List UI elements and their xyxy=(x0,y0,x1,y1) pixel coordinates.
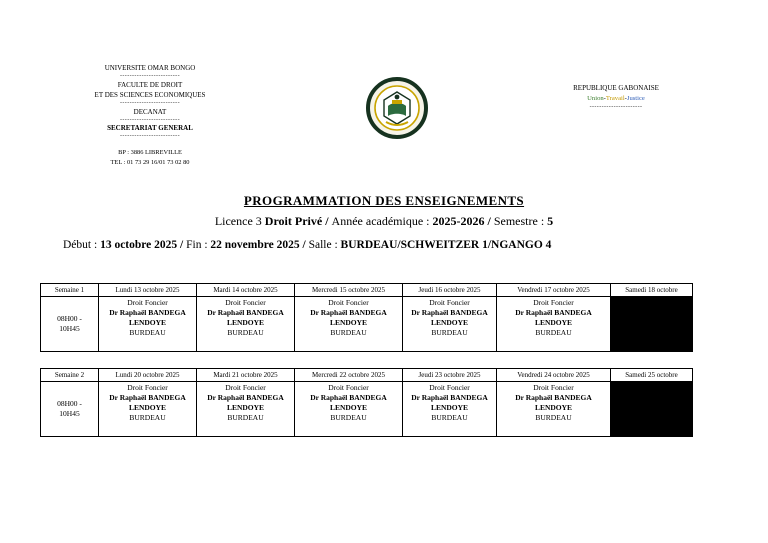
teacher-name: Dr Raphaël BANDEGA LENDOYE xyxy=(515,308,592,328)
day-header-monday: Lundi 20 octobre 2025 xyxy=(99,369,197,382)
phone-number: TEL : 01 73 29 16/01 73 02 80 xyxy=(110,158,190,166)
course-title: Droit Foncier xyxy=(225,298,266,307)
teacher-name: Dr Raphaël BANDEGA LENDOYE xyxy=(109,308,186,328)
course-title: Droit Foncier xyxy=(127,298,168,307)
end-date: 22 novembre 2025 xyxy=(210,239,300,251)
course-title: Droit Foncier xyxy=(328,383,369,392)
motto-union: Union xyxy=(587,94,604,102)
table-header-row xyxy=(41,369,693,382)
day-header-tuesday: Mardi 21 octobre 2025 xyxy=(197,369,295,382)
motto-dash: - xyxy=(624,94,627,102)
time-slot xyxy=(41,382,99,437)
schedule-table-week2 xyxy=(40,368,693,437)
institution-header xyxy=(70,63,230,167)
day-header-friday: Vendredi 24 octobre 2025 xyxy=(497,369,611,382)
course-title: Droit Foncier xyxy=(533,298,574,307)
time-start: 08H00 - xyxy=(57,398,82,408)
separator-line: ---------------------- xyxy=(589,104,643,111)
room-name: BURDEAU xyxy=(129,328,166,338)
motto-dash: - xyxy=(603,94,606,102)
room-label: Salle : xyxy=(308,239,341,251)
course-cell-monday xyxy=(99,382,197,437)
academic-year-value: 2025-2026 xyxy=(432,214,485,228)
academic-year-label: Année académique : xyxy=(331,214,433,228)
end-label: Fin : xyxy=(186,239,211,251)
course-cell-monday xyxy=(99,297,197,352)
teacher-name: Dr Raphaël BANDEGA LENDOYE xyxy=(515,393,592,413)
motto-travail: Travail xyxy=(605,94,625,102)
teacher-name: Dr Raphaël BANDEGA LENDOYE xyxy=(411,393,488,413)
room-name: BURDEAU xyxy=(431,413,468,423)
course-cell-friday xyxy=(497,382,611,437)
schedule-table-week1 xyxy=(40,283,693,352)
week-label: Semaine 2 xyxy=(41,369,99,382)
day-header-monday: Lundi 13 octobre 2025 xyxy=(99,284,197,297)
room-name: BURDEAU xyxy=(129,413,166,423)
table-header-row xyxy=(41,284,693,297)
table-body-row xyxy=(41,297,693,352)
course-cell-tuesday xyxy=(197,297,295,352)
semester-label: Semestre : xyxy=(493,214,548,228)
course-cell-wednesday xyxy=(295,297,403,352)
teacher-name: Dr Raphaël BANDEGA LENDOYE xyxy=(207,393,284,413)
room-name: BURDEAU xyxy=(330,413,367,423)
course-title: Droit Foncier xyxy=(429,383,470,392)
table-body-row xyxy=(41,382,693,437)
day-header-thursday: Jeudi 23 octobre 2025 xyxy=(403,369,497,382)
course-title: Droit Foncier xyxy=(429,298,470,307)
room-name: BURDEAU xyxy=(330,328,367,338)
teacher-name: Dr Raphaël BANDEGA LENDOYE xyxy=(109,393,186,413)
national-motto xyxy=(534,94,698,104)
blocked-cell-saturday xyxy=(611,297,693,352)
republic-header xyxy=(534,83,698,112)
separator-line: ------------------------- xyxy=(120,133,180,140)
university-seal-icon xyxy=(366,76,428,140)
course-cell-tuesday xyxy=(197,382,295,437)
slash-separator: / xyxy=(484,214,494,228)
course-title: Droit Foncier xyxy=(127,383,168,392)
separator-line: ------------------------- xyxy=(120,116,180,123)
motto-justice: Justice xyxy=(626,94,645,102)
time-end: 10H45 xyxy=(59,324,80,333)
course-title: Droit Foncier xyxy=(328,298,369,307)
faculty-name-line1: FACULTE DE DROIT xyxy=(117,80,183,89)
time-start: 08H00 - xyxy=(57,313,82,323)
day-header-saturday: Samedi 18 octobre xyxy=(611,284,693,297)
separator-line: ------------------------- xyxy=(120,73,180,80)
semester-value: 5 xyxy=(547,214,554,228)
address-bp: BP : 3886 LIBREVILLE xyxy=(118,149,182,157)
teacher-name: Dr Raphaël BANDEGA LENDOYE xyxy=(310,393,387,413)
secretariat-label: SECRETARIAT GENERAL xyxy=(107,124,193,133)
page-title: PROGRAMMATION DES ENSEIGNEMENTS xyxy=(243,193,525,208)
time-slot xyxy=(41,297,99,352)
course-cell-friday xyxy=(497,297,611,352)
teacher-name: Dr Raphaël BANDEGA LENDOYE xyxy=(207,308,284,328)
day-header-wednesday: Mercredi 15 octobre 2025 xyxy=(295,284,403,297)
program-subtitle xyxy=(0,214,768,229)
room-name: BURDEAU xyxy=(227,328,264,338)
start-date: 13 octobre 2025 xyxy=(100,239,178,251)
republic-name: REPUBLIQUE GABONAISE xyxy=(573,84,659,92)
day-header-wednesday: Mercredi 22 octobre 2025 xyxy=(295,369,403,382)
day-header-tuesday: Mardi 14 octobre 2025 xyxy=(197,284,295,297)
course-title: Droit Foncier xyxy=(533,383,574,392)
blocked-cell-saturday xyxy=(611,382,693,437)
day-header-thursday: Jeudi 16 octobre 2025 xyxy=(403,284,497,297)
slash-separator: / xyxy=(299,239,309,251)
teacher-name: Dr Raphaël BANDEGA LENDOYE xyxy=(310,308,387,328)
start-label: Début : xyxy=(63,239,101,251)
university-logo xyxy=(366,76,428,140)
degree-track: Droit Privé xyxy=(264,214,323,228)
day-header-saturday: Samedi 25 octobre xyxy=(611,369,693,382)
teacher-name: Dr Raphaël BANDEGA LENDOYE xyxy=(411,308,488,328)
day-header-friday: Vendredi 17 octobre 2025 xyxy=(497,284,611,297)
faculty-name-line2: ET DES SCIENCES ECONOMIQUES xyxy=(94,90,206,99)
schedule-details xyxy=(63,239,723,251)
university-name: UNIVERSITE OMAR BONGO xyxy=(104,64,196,72)
room-name: BURDEAU xyxy=(535,413,572,423)
course-cell-thursday xyxy=(403,382,497,437)
course-cell-thursday xyxy=(403,297,497,352)
time-end: 10H45 xyxy=(59,409,80,418)
slash-separator: / xyxy=(322,214,332,228)
course-title: Droit Foncier xyxy=(225,383,266,392)
room-name: BURDEAU xyxy=(535,328,572,338)
decanat-label: DECANAT xyxy=(133,107,167,116)
week-label: Semaine 1 xyxy=(41,284,99,297)
separator-line: ------------------------- xyxy=(120,100,180,107)
room-value: BURDEAU/SCHWEITZER 1/NGANGO 4 xyxy=(340,239,552,251)
degree-label: Licence 3 xyxy=(214,214,265,228)
room-name: BURDEAU xyxy=(227,413,264,423)
slash-separator: / xyxy=(177,239,187,251)
room-name: BURDEAU xyxy=(431,328,468,338)
course-cell-wednesday xyxy=(295,382,403,437)
